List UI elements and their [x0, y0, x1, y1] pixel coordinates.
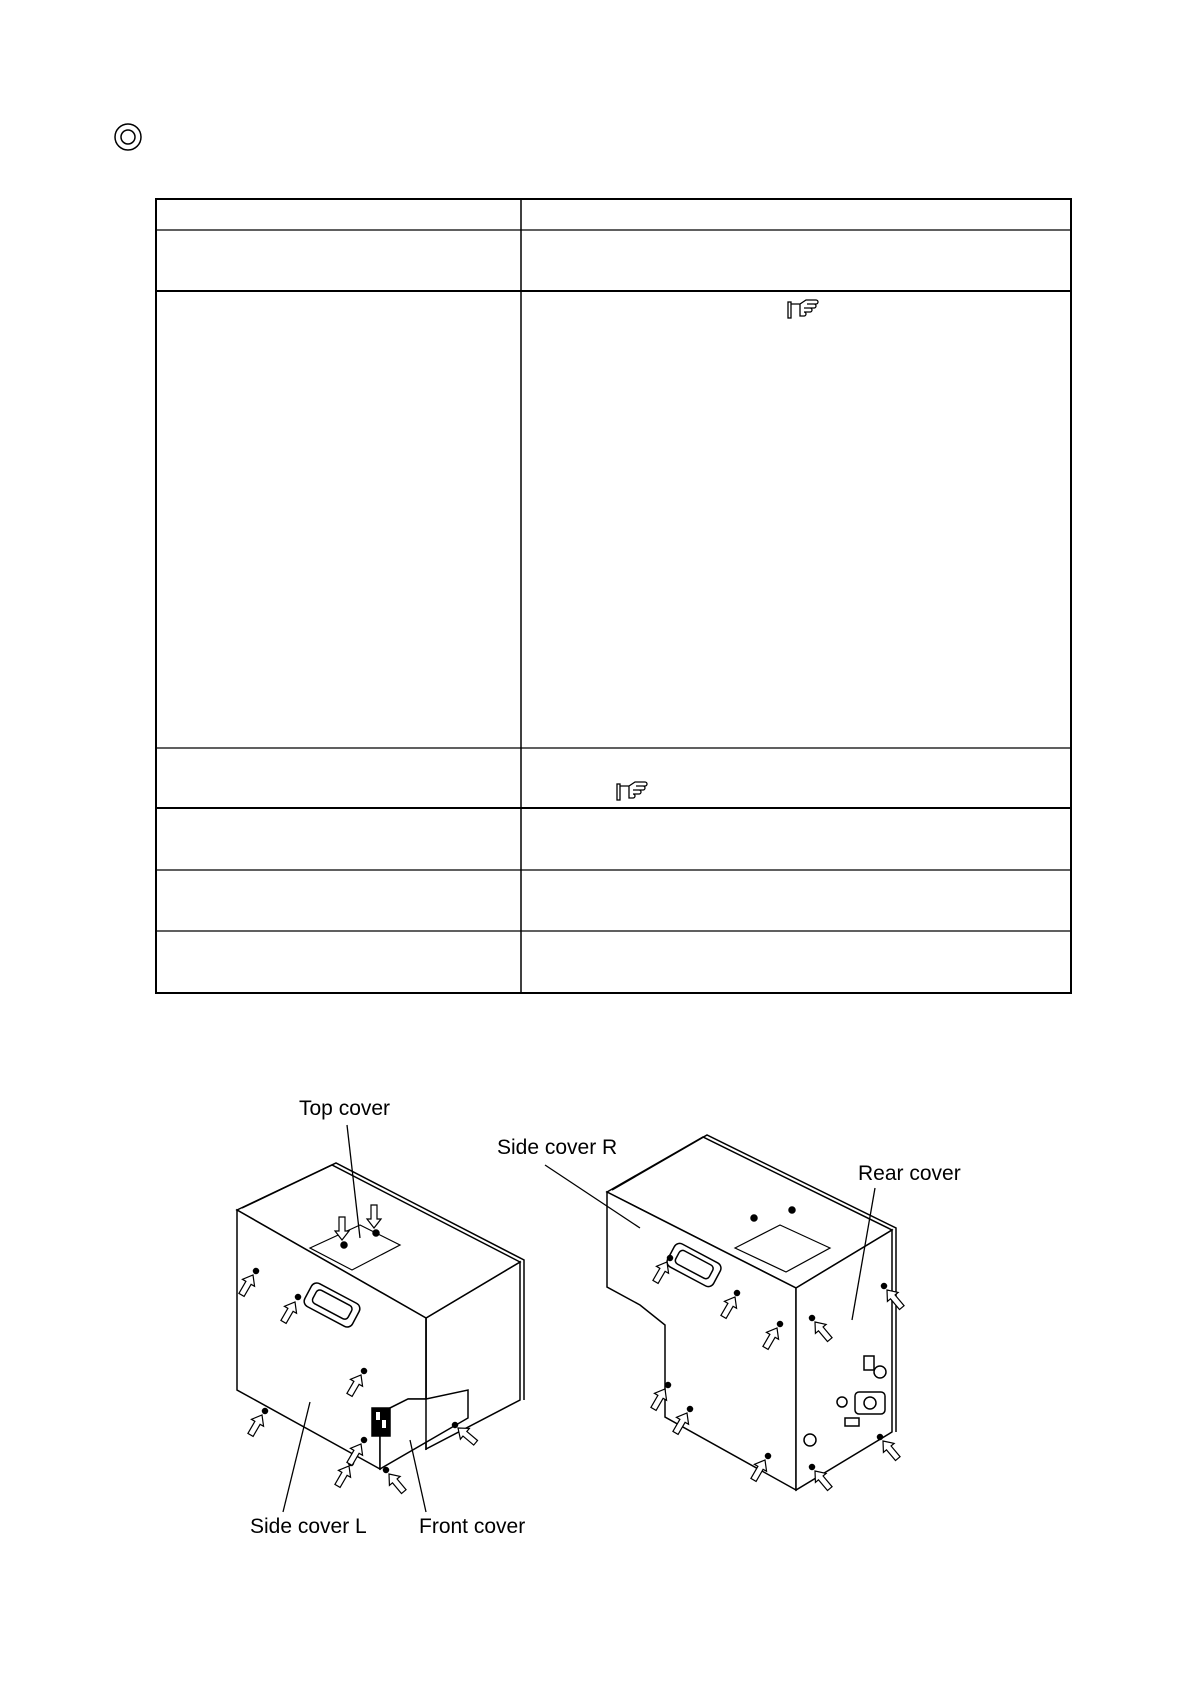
cover-diagram — [0, 1060, 1190, 1560]
top-cover-label: Top cover — [299, 1097, 391, 1120]
pointing-hand-icon — [788, 300, 818, 318]
left-unit-drawing — [237, 1163, 524, 1473]
side-cover-r-label: Side cover R — [497, 1136, 618, 1159]
pointing-hand-icon — [617, 782, 647, 800]
double-circle-icon — [113, 122, 143, 152]
side-cover-l-label: Side cover L — [250, 1515, 367, 1538]
spec-table — [155, 198, 1072, 994]
front-cover-label: Front cover — [419, 1515, 526, 1538]
rear-cover-label: Rear cover — [858, 1162, 961, 1185]
